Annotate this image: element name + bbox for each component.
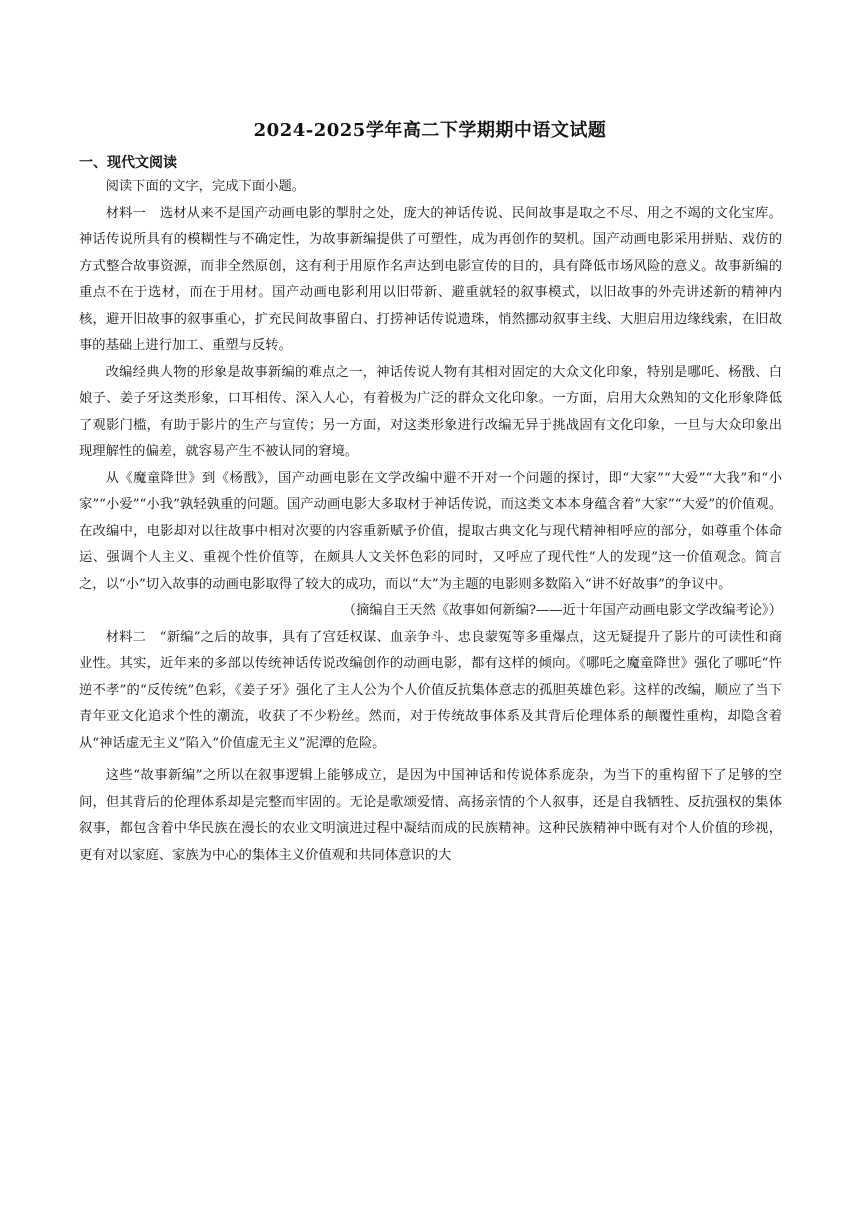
page-title: 2024-2025学年高二下学期期中语文试题 — [253, 120, 607, 141]
material-two-paragraph-1: 材料二 “新编”之后的故事，具有了宫廷权谋、血亲争斗、忠良蒙冤等多重爆点，这无疑提升了影片的可读性和商业性。其实，近年来的多部以传统神话传说改编创作的动画电影，都有这样的倾向。《哪吒之魔童降世》强化了哪吒“忤逆不孝”的“反传统”色彩，《姜子牙》强化了主人公为个人价值反抗集体意志的孤胆英雄色彩。这样的改编，顺应了当下青年亚文化追求个性的潮流，收获了不少粉丝。然而，对于传统故事体系及其背后伦理体系的颠覆性重构，却隐含着从“神话虚无主义”陷入“价值虚无主义”泥潭的危险。 — [79, 629, 782, 751]
material-two-paragraph-2: 这些“故事新编”之所以在叙事逻辑上能够成立，是因为中国神话和传说体系庞杂，为当下的重构留下了足够的空间，但其背后的伦理体系却是完整而牢固的。无论是歌颂爱情、高扬亲情的个人叙事，还是自我牺牲、反抗强权的集体叙事，都包含着中华民族在漫长的农业文明演进过程中凝结而成的民族精神。这种民族精神中既有对个人价值的珍视，更有对以家庭、家族为中心的集体主义价值观和共同体意识的大 — [79, 768, 782, 863]
source-citation: （摘编自王天然《故事如何新编?——近十年国产动画电影文学改编考论》） — [342, 603, 782, 618]
reading-passage — [79, 174, 782, 869]
instruction-paragraph: 阅读下面的文字，完成下面小题。 — [105, 179, 306, 194]
material-one-paragraph-3: 从《魔童降世》到《杨戬》，国产动画电影在文学改编中避不开对一个问题的探讨，即“大家”“大爱”“大我”和“小家”“小爱”“小我”孰轻孰重的问题。国产动画电影大多取材于神话传说，而这类文本本身蕴含着“大家”“大爱”的价值观。在改编中，电影却对以往故事中相对次要的内容重新赋予价值，提取古典文化与现代精神相呼应的部分，如尊重个体命运、强调个人主义、重视个性价值等，在颇具人文关怀色彩的同时，又呼应了现代性“人的发现”这一价值观念。简言之，以“小”切入故事的动画电影取得了较大的成功，而以“大”为主题的电影则多数陷入“讲不好故事”的争议中。 — [79, 470, 782, 592]
material-one-paragraph-1: 材料一 选材从来不是国产动画电影的掣肘之处，庞大的神话传说、民间故事是取之不尽、用之不竭的文化宝库。神话传说所具有的模糊性与不确定性，为故事新编提供了可塑性，成为再创作的契机。国产动画电影采用拼贴、戏仿的方式整合故事资源，而非全然原创，这有利于用原作名声达到电影宣传的目的，具有降低市场风险的意义。故事新编的重点不在于选材，而在于用材。国产动画电影利用以旧带新、避重就轻的叙事模式，以旧故事的外壳讲述新的精神内核，避开旧故事的叙事重心，扩充民间故事留白、打捞神话传说遗珠，悄然挪动叙事主线、大胆启用边缘线索，在旧故事的基础上进行加工、重塑与反转。 — [79, 205, 782, 353]
material-one-paragraph-2: 改编经典人物的形象是故事新编的难点之一，神话传说人物有其相对固定的大众文化印象，特别是哪吒、杨戬、白娘子、姜子牙这类形象，口耳相传、深入人心，有着极为广泛的群众文化印象。一方面，启用大众熟知的文化形象降低了观影门槛，有助于影片的生产与宣传；另一方面，对这类形象进行改编无异于挑战固有文化印象，一旦与大众印象出现理解性的偏差，就容易产生不被认同的窘境。 — [79, 364, 782, 459]
section-heading: 一、现代文阅读 — [79, 155, 177, 171]
